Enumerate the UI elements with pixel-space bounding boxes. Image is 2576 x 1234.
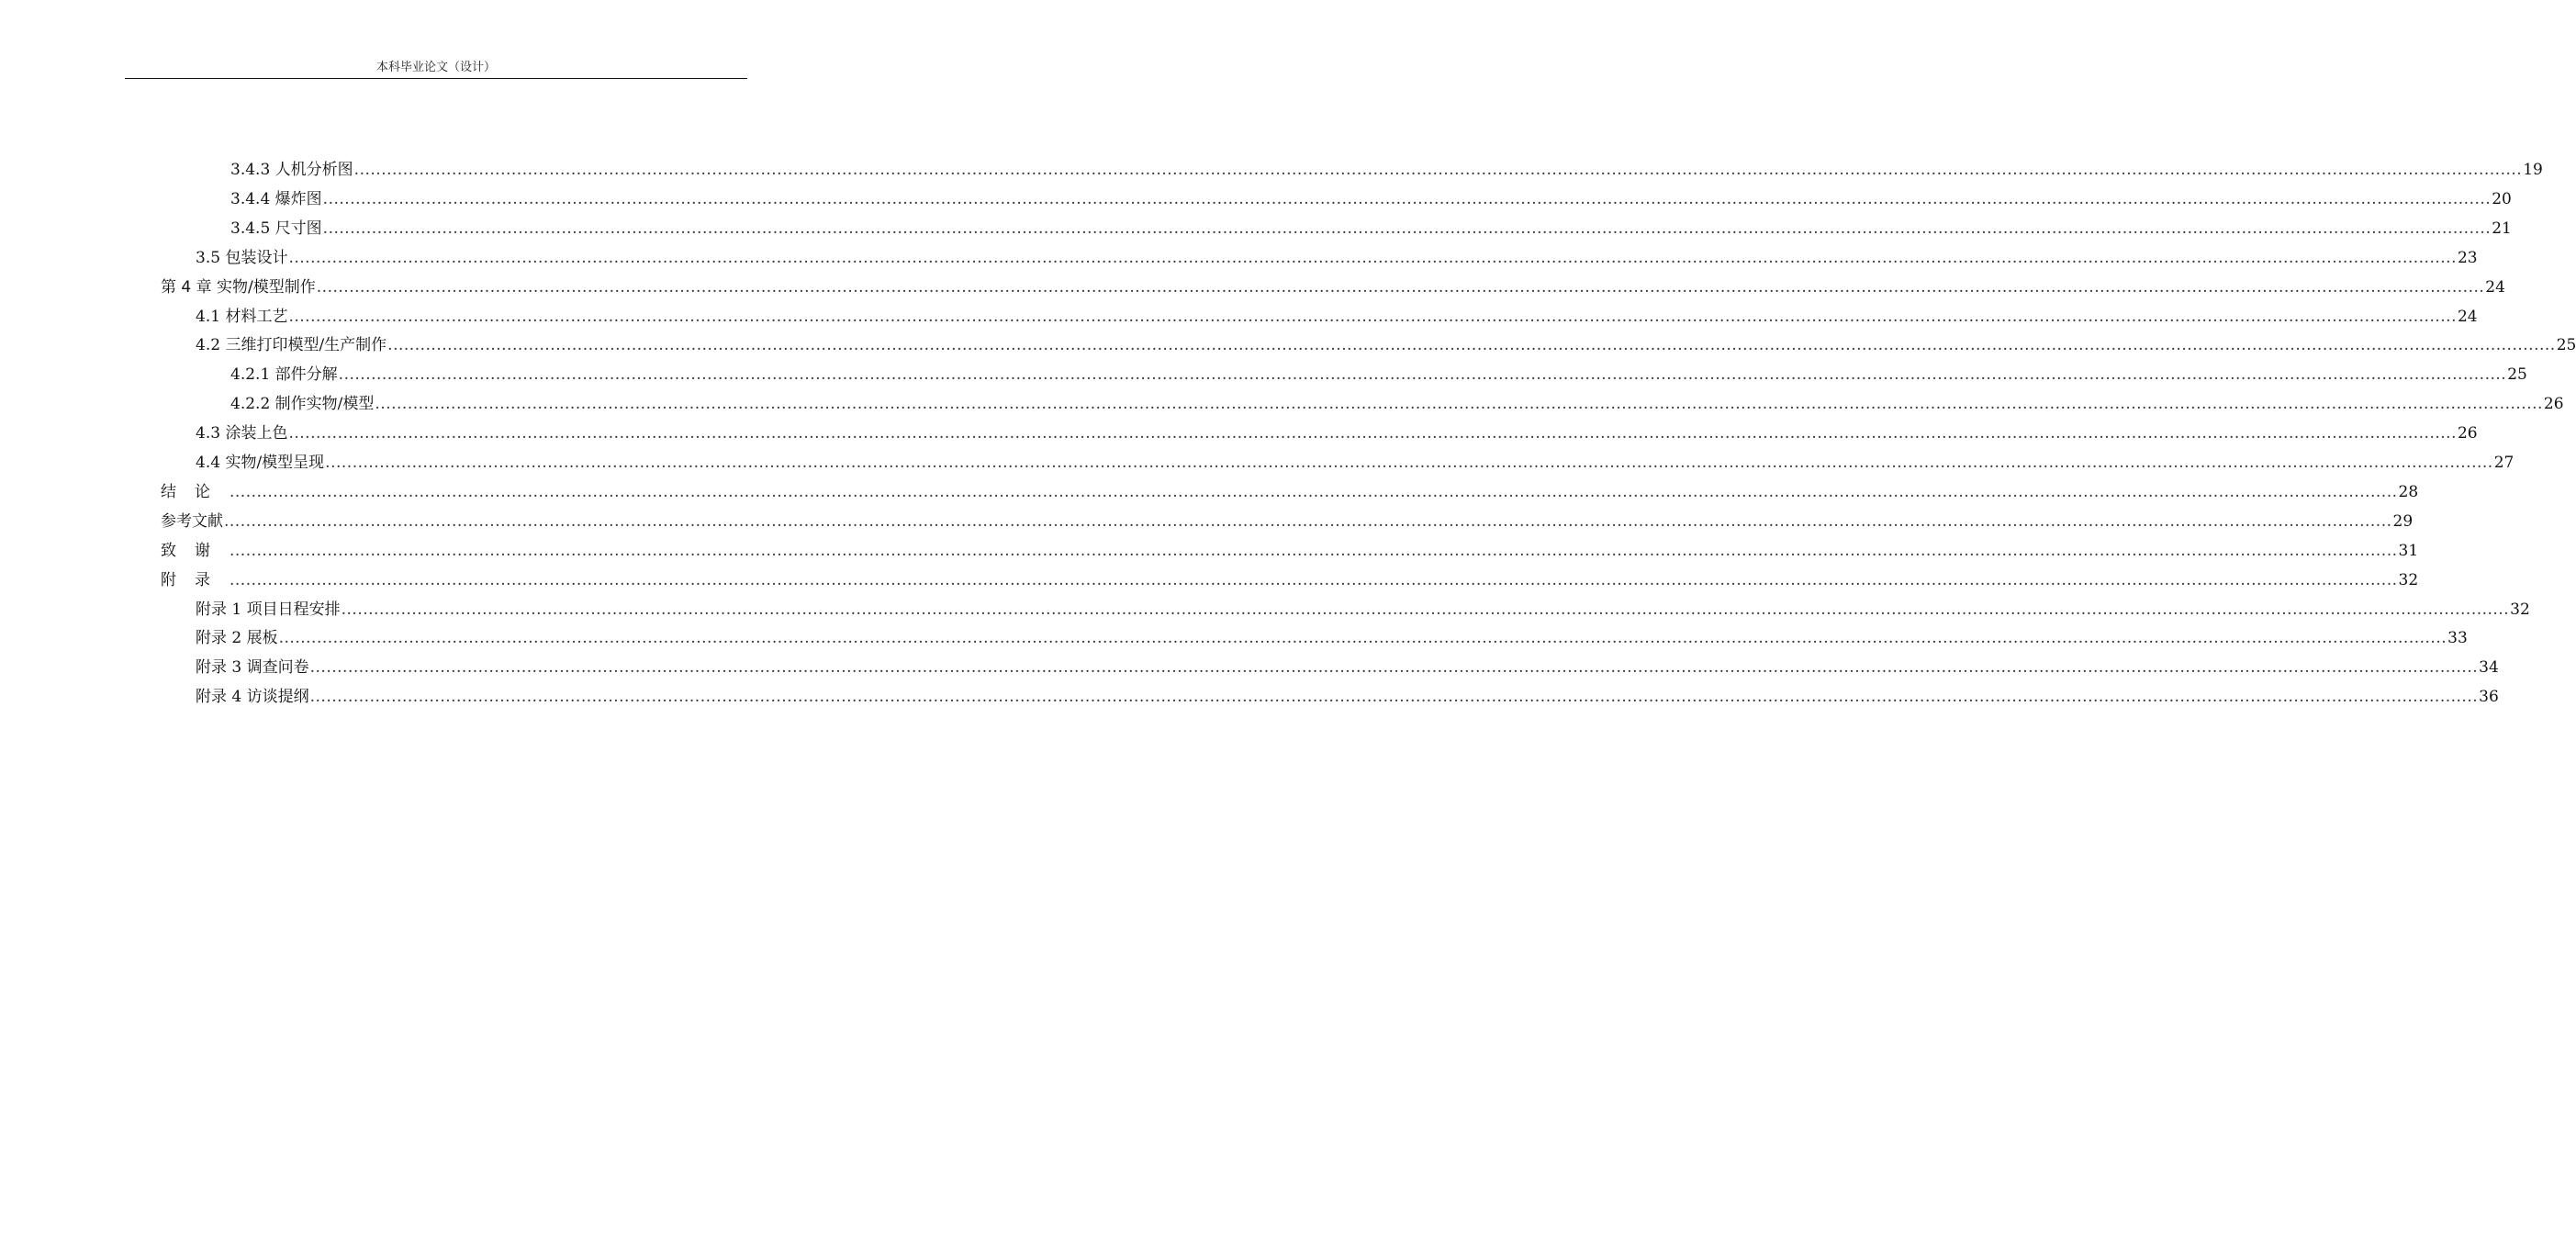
toc-entry-page-number: 36	[2479, 688, 2499, 707]
dot-leader: ................................................................................................................................................................................................................................................................................................................................................................................................................	[288, 248, 2457, 267]
toc-entry-title: 致谢	[161, 541, 229, 560]
toc-entry-page-number: 21	[2492, 219, 2512, 238]
toc-entry[interactable]	[161, 537, 2419, 565]
toc-entry-page-number: 25	[2507, 365, 2527, 385]
dot-leader: ................................................................................................................................................................................................................................................................................................................................................................................................................	[341, 600, 2510, 619]
toc-entry-page-number: 20	[2492, 189, 2512, 208]
toc-entry[interactable]	[230, 361, 2527, 388]
toc-entry[interactable]	[230, 390, 2564, 418]
toc-entry[interactable]	[230, 185, 2512, 213]
toc-entry-title: 3.4.5 尺寸图	[230, 219, 322, 238]
toc-entry[interactable]	[196, 303, 2478, 331]
dot-leader: ................................................................................................................................................................................................................................................................................................................................................................................................................	[230, 541, 2398, 560]
toc-entry-title: 4.4 实物/模型呈现	[196, 454, 325, 472]
dot-leader: ................................................................................................................................................................................................................................................................................................................................................................................................................	[325, 454, 2493, 472]
toc-entry[interactable]	[196, 624, 2468, 652]
toc-entry-title: 结论	[161, 482, 229, 501]
toc-entry-title: 附录 1 项目日程安排	[196, 600, 341, 619]
toc-entry[interactable]	[161, 508, 2414, 535]
toc-entry-page-number: 28	[2398, 482, 2419, 501]
toc-entry[interactable]	[196, 449, 2514, 477]
toc-entry-title: 3.4.3 人机分析图	[230, 161, 353, 179]
toc-entry-title: 参考文献	[161, 511, 223, 531]
toc-entry-page-number: 27	[2493, 454, 2514, 472]
toc-entry-title: 附录 2 展板	[196, 629, 278, 648]
toc-entry-page-number: 29	[2392, 511, 2414, 531]
toc-entry-page-number: 26	[2543, 395, 2564, 414]
toc-entry[interactable]	[161, 567, 2419, 594]
page-header: 本科毕业论文（设计）	[375, 61, 496, 74]
toc-entry-title: 附录	[161, 570, 229, 589]
toc-entry-title: 4.2.2 制作实物/模型	[230, 395, 375, 414]
dot-leader: ................................................................................................................................................................................................................................................................................................................................................................................................................	[230, 570, 2398, 589]
toc-entry-page-number: 31	[2398, 541, 2419, 560]
toc-entry-title: 4.3 涂装上色	[196, 424, 288, 443]
dot-leader: ................................................................................................................................................................................................................................................................................................................................................................................................................	[375, 395, 2543, 414]
toc-entry-page-number: 34	[2479, 658, 2499, 678]
toc-entry-page-number: 19	[2523, 161, 2543, 179]
toc-entry-page-number: 24	[2485, 277, 2505, 297]
toc-entry[interactable]	[196, 331, 2576, 359]
toc-entry-page-number: 25	[2556, 336, 2576, 355]
dot-leader: ................................................................................................................................................................................................................................................................................................................................................................................................................	[353, 161, 2523, 179]
dot-leader: ................................................................................................................................................................................................................................................................................................................................................................................................................	[387, 336, 2556, 355]
toc-entry[interactable]	[196, 683, 2499, 711]
toc-entry-page-number: 32	[2398, 570, 2419, 589]
toc-entry-title: 附录 3 调查问卷	[196, 658, 309, 678]
dot-leader: ................................................................................................................................................................................................................................................................................................................................................................................................................	[224, 511, 2392, 531]
dot-leader: ................................................................................................................................................................................................................................................................................................................................................................................................................	[322, 219, 2492, 238]
toc-entry[interactable]	[196, 244, 2478, 272]
toc-entry-page-number: 32	[2510, 600, 2530, 619]
dot-leader: ................................................................................................................................................................................................................................................................................................................................................................................................................	[316, 277, 2485, 297]
toc-entry[interactable]	[230, 156, 2543, 184]
toc-entry-title: 4.2 三维打印模型/生产制作	[196, 336, 387, 355]
toc-entry[interactable]	[196, 420, 2478, 447]
dot-leader: ................................................................................................................................................................................................................................................................................................................................................................................................................	[288, 424, 2457, 443]
toc-entry[interactable]	[161, 274, 2505, 301]
toc-entry-page-number: 33	[2447, 629, 2468, 648]
dot-leader: ................................................................................................................................................................................................................................................................................................................................................................................................................	[322, 189, 2492, 208]
dot-leader: ................................................................................................................................................................................................................................................................................................................................................................................................................	[288, 307, 2457, 326]
dot-leader: ................................................................................................................................................................................................................................................................................................................................................................................................................	[230, 482, 2398, 501]
toc-entry-page-number: 23	[2457, 248, 2478, 267]
toc-entry-page-number: 26	[2457, 424, 2478, 443]
header-rule	[125, 78, 747, 79]
dot-leader: ................................................................................................................................................................................................................................................................................................................................................................................................................	[309, 688, 2479, 707]
toc-entry-title: 3.5 包装设计	[196, 248, 288, 267]
toc-entry[interactable]	[196, 596, 2530, 623]
toc-entry-title: 附录 4 访谈提纲	[196, 688, 309, 707]
toc-entry[interactable]	[161, 478, 2419, 506]
toc-entry-title: 4.1 材料工艺	[196, 307, 288, 326]
toc-entry-title: 3.4.4 爆炸图	[230, 189, 322, 208]
dot-leader: ................................................................................................................................................................................................................................................................................................................................................................................................................	[278, 629, 2447, 648]
toc-entry-title: 第 4 章 实物/模型制作	[161, 277, 316, 297]
toc-entry[interactable]	[230, 215, 2512, 242]
toc-entry[interactable]	[196, 654, 2499, 681]
dot-leader: ................................................................................................................................................................................................................................................................................................................................................................................................................	[309, 658, 2479, 678]
toc-entry-title: 4.2.1 部件分解	[230, 365, 338, 385]
toc-entry-page-number: 24	[2457, 307, 2478, 326]
dot-leader: ................................................................................................................................................................................................................................................................................................................................................................................................................	[338, 365, 2507, 385]
